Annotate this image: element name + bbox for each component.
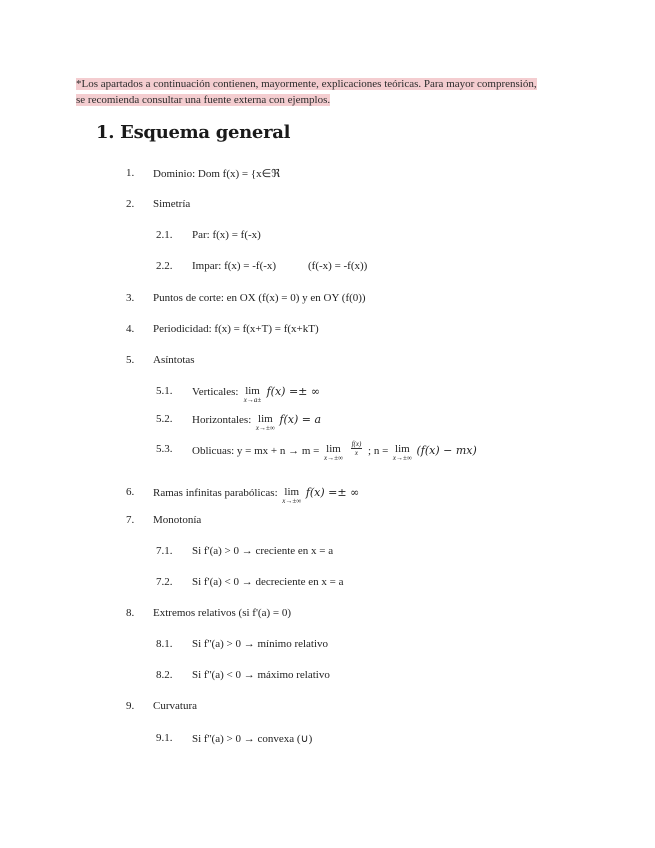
- lim-subscript: x→a±: [243, 396, 262, 404]
- lim-subscript: x→±∞: [392, 454, 412, 462]
- item-text: Si f''(a) < 0 → máximo relativo: [192, 669, 330, 681]
- item-number: 9.1.: [156, 732, 173, 744]
- item-number: 6.: [126, 486, 135, 498]
- item-number: 7.: [126, 514, 135, 526]
- limit-expression-2: (f(x) − mx): [416, 444, 477, 458]
- item-text: Si f'(a) > 0 → creciente en x = a: [192, 545, 334, 557]
- item-number: 5.1.: [156, 385, 173, 397]
- item-number: 2.1.: [156, 229, 173, 241]
- limit-expression: f(x) =± ∞: [266, 385, 321, 398]
- item-text: Periodicidad: f(x) = f(x+T) = f(x+kT): [153, 323, 319, 335]
- item-text: Extremos relativos (si f'(a) = 0): [153, 607, 292, 619]
- lim-label: lim: [395, 443, 410, 455]
- note-line-1: *Los apartados a continuación contienen, mayormente, explicaciones teóricas. Para mayor comprensión,: [76, 78, 537, 90]
- item-number: 8.1.: [156, 638, 173, 650]
- item-number: 2.2.: [156, 260, 173, 272]
- note-line-2: se recomienda consultar una fuente externa con ejemplos.: [76, 94, 331, 106]
- limit-operator-2: [392, 443, 412, 462]
- lim-label: lim: [326, 443, 341, 455]
- limit-operator: [243, 385, 262, 404]
- item-text: Par: f(x) = f(-x): [192, 229, 261, 241]
- lim-subscript: x→±∞: [255, 424, 275, 432]
- item-text: Impar: f(x) = -f(-x): [192, 260, 277, 272]
- limit-operator: [323, 443, 343, 462]
- fraction-numerator: f(x): [351, 440, 362, 448]
- fraction-denominator: x: [354, 449, 358, 457]
- item-number: 3.: [126, 292, 135, 304]
- item-number: 4.: [126, 323, 135, 335]
- item-number: 7.2.: [156, 576, 173, 588]
- item-formula: [153, 486, 360, 505]
- section-title: 1. Esquema general: [96, 122, 291, 143]
- item-formula: [192, 385, 321, 404]
- item-formula: [192, 440, 477, 462]
- item-number: 7.1.: [156, 545, 173, 557]
- disclaimer-note: [76, 76, 576, 108]
- item-text-mid: ; n =: [368, 445, 389, 458]
- item-note: (f(-x) = -f(x)): [308, 260, 368, 272]
- item-text: Si f'(a) < 0 → decreciente en x = a: [192, 576, 344, 588]
- item-text: Oblicuas: y = mx + n → m =: [192, 445, 320, 458]
- fraction: [351, 440, 363, 457]
- item-number: 8.2.: [156, 669, 173, 681]
- item-number: 8.: [126, 607, 135, 619]
- item-text: Monotonía: [153, 514, 202, 526]
- limit-operator: [255, 413, 275, 432]
- item-text: Si f''(a) > 0 → mínimo relativo: [192, 638, 329, 650]
- item-number: 5.3.: [156, 443, 173, 455]
- item-text: Simetría: [153, 198, 191, 210]
- item-number: 9.: [126, 700, 135, 712]
- item-text: Si f''(a) > 0 → convexa (∪): [192, 733, 313, 745]
- limit-expression: f(x) = a: [279, 413, 322, 426]
- limit-expression: f(x) =± ∞: [305, 486, 360, 499]
- item-text: Ramas infinitas parabólicas:: [153, 487, 278, 499]
- item-text: Verticales:: [192, 386, 239, 398]
- lim-subscript: x→±∞: [282, 497, 302, 505]
- item-number: 5.: [126, 354, 135, 366]
- item-formula: [192, 413, 322, 432]
- limit-operator: [282, 486, 302, 505]
- lim-label: lim: [284, 486, 300, 498]
- item-text: Horizontales:: [192, 414, 252, 426]
- item-number: 2.: [126, 198, 135, 210]
- item-text: Asíntotas: [153, 354, 195, 366]
- lim-label: lim: [245, 385, 260, 397]
- item-number: 5.2.: [156, 413, 173, 425]
- item-text: Dominio: Dom f(x) = {x∈ℜ: [153, 168, 281, 180]
- item-text: Curvatura: [153, 700, 197, 712]
- item-number: 1.: [126, 167, 135, 179]
- lim-subscript: x→±∞: [323, 454, 343, 462]
- item-text: Puntos de corte: en OX (f(x) = 0) y en OY (f(0)): [153, 292, 366, 304]
- lim-label: lim: [258, 413, 273, 425]
